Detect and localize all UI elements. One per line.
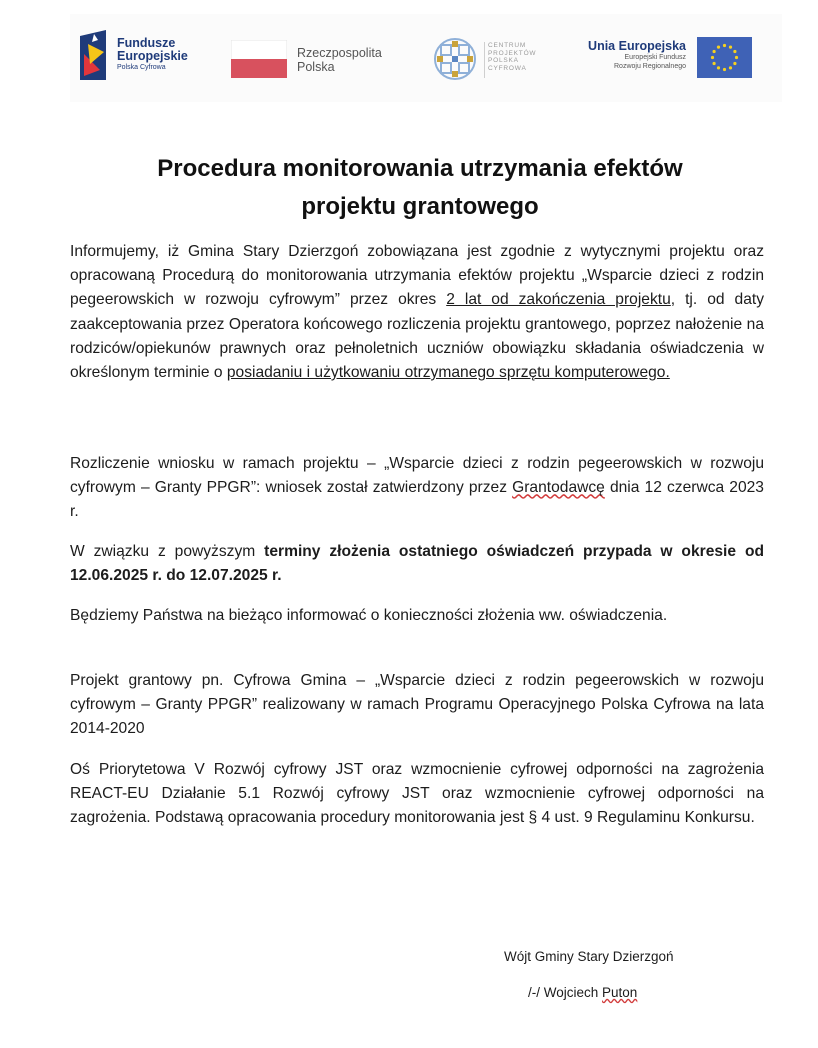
p1-text-a: Informujemy, iż Gmina Stary Dzierzgoń zobowiązana jest zgodnie z wytycznymi projektu oraz opracowaną Procedurą do monitorowania utrzymania efektów projektu „Wsparcie dzieci z rodzin pegeerowskich w rozwoju cyfrowym” przez okres <box>70 243 764 309</box>
paragraph-settlement <box>70 452 764 525</box>
centrum-projektow-text <box>488 42 536 72</box>
rp-line-1: Rzeczpospolita <box>297 46 382 60</box>
p3-text-a: W związku z powyższym <box>70 543 265 560</box>
cp-line-4: CYFROWA <box>488 64 527 72</box>
fundusze-europejskie-text <box>117 37 188 73</box>
cp-line-1: CENTRUM <box>488 42 527 49</box>
paragraph-priority-axis: Oś Priorytetowa V Rozwój cyfrowy JST oraz wzmocnienie cyfrowej odporności na zagrożenia REACT-EU Działanie 5.1 Rozwój cyfrowy JST oraz wzmocnienie cyfrowej odporności na zagrożenia. Podstawą opracowania procedury monitorowania jest § 4 ust. 9 Regulaminu Konkursu. <box>70 761 764 827</box>
paragraph-monitoring-obligation <box>70 240 764 385</box>
fe-subtitle: Polska Cyfrowa <box>117 64 166 71</box>
signature-name <box>528 984 637 1002</box>
paragraph-project: Projekt grantowy pn. Cyfrowa Gmina – „Wsparcie dzieci z rodzin pegeerowskich w rozwoju cyfrowym – Granty PPGR” realizowany w ramach Programu Operacyjnego Polska Cyfrowa na lata 2014-2020 <box>70 672 764 738</box>
title-line-2: projektu grantowego <box>301 193 539 220</box>
document-title <box>60 150 780 226</box>
p2-spellcheck-word: Grantodawcę <box>512 479 605 497</box>
title-line-1: Procedura monitorowania utrzymania efektów <box>157 155 683 182</box>
rzeczpospolita-text <box>297 46 382 74</box>
fe-title: Fundusze <box>117 36 176 50</box>
p1-underline-period: 2 lat od zakończenia projektu <box>446 291 671 309</box>
fundusze-europejskie-logo <box>80 30 110 80</box>
paragraph-information: Będziemy Państwa na bieżąco informować o konieczności złożenia ww. oświadczenia. <box>70 607 668 624</box>
paragraph-deadlines <box>70 540 764 588</box>
cp-line-2: PROJEKTÓW <box>488 49 537 57</box>
signature-prefix: /-/ Wojciech <box>528 985 603 1000</box>
signature-surname: Puton <box>602 985 638 1000</box>
ue-subtitle-1: Europejski Fundusz <box>624 54 686 61</box>
cp-line-3: POLSKA <box>488 57 519 64</box>
unia-europejska-text <box>582 39 686 71</box>
p2-text-b: dnia 12 czerwca 2023 r. <box>70 479 764 521</box>
fe-title-2: Europejskie <box>117 48 188 63</box>
p2-text-a: Rozliczenie wniosku w ramach projektu – „Wsparcie dzieci z rodzin pegeerowskich w rozwoju cyfrowym – Granty PPGR”: wniosek został zatwierdzony przez <box>70 455 764 497</box>
p1-text-b: , tj. od daty zaakceptowania przez Operatora końcowego rozliczenia projektu grantowego, poprzez nałożenie na rodziców/opiekunów prawnych oraz pełnoletnich uczniów obowiązku składania oświadczenia w określonym terminie o <box>70 291 765 382</box>
centrum-projektow-logo <box>432 36 478 82</box>
rp-line-2: Polska <box>297 60 335 74</box>
p1-underline-equipment: posiadaniu i użytkowaniu otrzymanego sprzętu komputerowego. <box>226 364 670 382</box>
ue-title: Unia Europejska <box>588 39 686 53</box>
p3-bold-deadline: terminy złożenia ostatniego oświadczeń przypada w okresie od 12.06.2025 r. do 12.07.2025 r. <box>70 543 764 585</box>
logo-divider <box>484 42 485 78</box>
signature-role: Wójt Gminy Stary Dzierzgoń <box>504 949 674 964</box>
ue-subtitle-2: Rozwoju Regionalnego <box>614 63 686 70</box>
polish-flag-logo <box>231 40 287 78</box>
eu-flag-logo <box>697 37 752 78</box>
